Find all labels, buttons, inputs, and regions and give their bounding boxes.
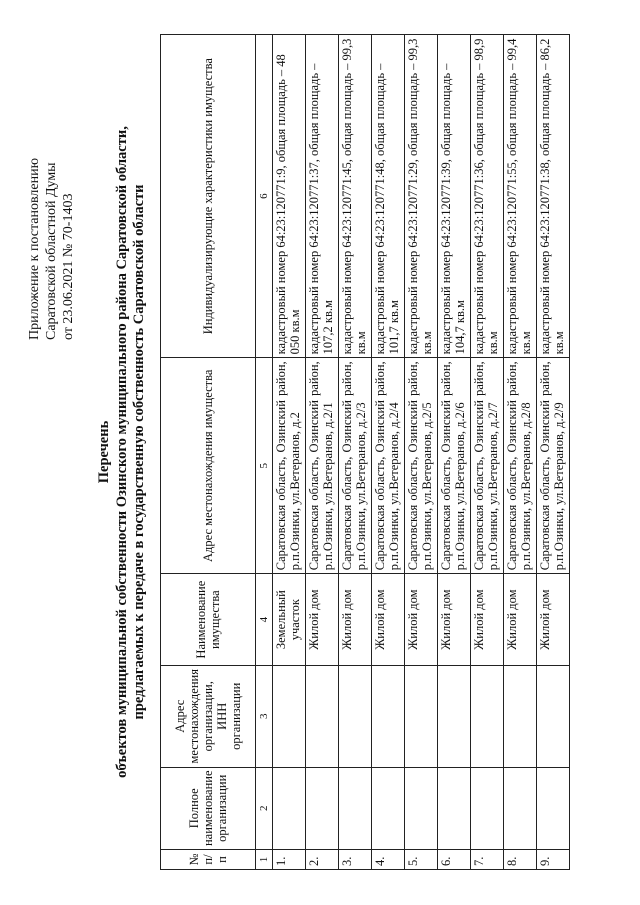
column-number: 5 bbox=[256, 358, 273, 574]
header-property-name: Наименование имущества bbox=[161, 574, 256, 666]
table-body bbox=[273, 35, 570, 870]
property-address-cell: Саратовская область, Озинский район, р.п.Озинки, ул.Ветеранов, д.2/1 bbox=[306, 358, 339, 574]
org-address-cell bbox=[273, 666, 306, 768]
org-address-cell bbox=[405, 666, 438, 768]
org-name-cell bbox=[504, 767, 537, 850]
org-address-cell bbox=[471, 666, 504, 768]
row-number: 7. bbox=[471, 850, 504, 870]
property-address-cell: Саратовская область, Озинский район, р.п.Озинки, ул.Ветеранов, д.2 bbox=[273, 358, 306, 574]
org-name-cell bbox=[471, 767, 504, 850]
property-name-cell: Жилой дом bbox=[405, 574, 438, 666]
org-address-cell bbox=[306, 666, 339, 768]
property-name-cell: Жилой дом bbox=[537, 574, 570, 666]
row-number: 9. bbox=[537, 850, 570, 870]
property-address-cell: Саратовская область, Озинский район, р.п.Озинки, ул.Ветеранов, д.2/7 bbox=[471, 358, 504, 574]
column-number: 1 bbox=[256, 850, 273, 870]
property-address-cell: Саратовская область, Озинский район, р.п.Озинки, ул.Ветеранов, д.2/3 bbox=[339, 358, 372, 574]
org-address-cell bbox=[504, 666, 537, 768]
org-address-cell bbox=[438, 666, 471, 768]
column-number: 4 bbox=[256, 574, 273, 666]
row-number: 6. bbox=[438, 850, 471, 870]
rotated-document-content bbox=[20, 12, 620, 892]
property-characteristics-cell: кадастровый номер 64:23:120771:37, общая площадь – 107,2 кв.м bbox=[306, 35, 339, 358]
property-table bbox=[160, 34, 570, 870]
org-name-cell bbox=[372, 767, 405, 850]
property-characteristics-cell: кадастровый номер 64:23:120771:9, общая площадь – 48 050 кв.м bbox=[273, 35, 306, 358]
header-property-address: Адрес местонахождения имущества bbox=[161, 358, 256, 574]
property-address-cell: Саратовская область, Озинский район, р.п.Озинки, ул.Ветеранов, д.2/8 bbox=[504, 358, 537, 574]
header-property-characteristics: Индивидуализирующие характеристики имущества bbox=[161, 35, 256, 358]
column-number: 6 bbox=[256, 35, 273, 358]
header-number: № п/п bbox=[161, 850, 256, 870]
property-address-cell: Саратовская область, Озинский район, р.п.Озинки, ул.Ветеранов, д.2/9 bbox=[537, 358, 570, 574]
org-name-cell bbox=[306, 767, 339, 850]
table-row bbox=[273, 35, 306, 870]
row-number: 8. bbox=[504, 850, 537, 870]
property-name-cell: Жилой дом bbox=[504, 574, 537, 666]
row-number: 1. bbox=[273, 850, 306, 870]
appendix-note bbox=[26, 40, 77, 340]
property-address-cell: Саратовская область, Озинский район, р.п.Озинки, ул.Ветеранов, д.2/5 bbox=[405, 358, 438, 574]
property-name-cell: Жилой дом bbox=[372, 574, 405, 666]
table-row bbox=[504, 35, 537, 870]
org-address-cell bbox=[339, 666, 372, 768]
property-characteristics-cell: кадастровый номер 64:23:120771:29, общая площадь – 99,3 кв.м bbox=[405, 35, 438, 358]
org-name-cell bbox=[537, 767, 570, 850]
property-name-cell: Жилой дом bbox=[471, 574, 504, 666]
org-address-cell bbox=[372, 666, 405, 768]
table-row bbox=[405, 35, 438, 870]
property-name-cell: Жилой дом bbox=[339, 574, 372, 666]
title-line-1: объектов муниципальной собственности Озинского муниципального района Саратовской области, bbox=[114, 126, 130, 778]
property-name-cell: Жилой дом bbox=[306, 574, 339, 666]
header-org-name: Полное наименование организации bbox=[161, 767, 256, 850]
document-title bbox=[96, 12, 148, 892]
appendix-line-3: от 23.06.2021 № 70-1403 bbox=[61, 193, 76, 340]
property-name-cell: Земельный участок bbox=[273, 574, 306, 666]
property-address-cell: Саратовская область, Озинский район, р.п.Озинки, ул.Ветеранов, д.2/4 bbox=[372, 358, 405, 574]
table-header-row bbox=[161, 35, 256, 870]
row-number: 2. bbox=[306, 850, 339, 870]
property-address-cell: Саратовская область, Озинский район, р.п.Озинки, ул.Ветеранов, д.2/6 bbox=[438, 358, 471, 574]
org-name-cell bbox=[339, 767, 372, 850]
table-row bbox=[471, 35, 504, 870]
appendix-line-1: Приложение к постановлению bbox=[27, 157, 42, 340]
title-heading: Перечень bbox=[96, 420, 112, 484]
org-name-cell bbox=[438, 767, 471, 850]
property-characteristics-cell: кадастровый номер 64:23:120771:55, общая площадь – 99,4 кв.м bbox=[504, 35, 537, 358]
table-row bbox=[306, 35, 339, 870]
header-org-address: Адрес местонахождения организации, ИНН организации bbox=[161, 666, 256, 768]
column-number: 2 bbox=[256, 767, 273, 850]
property-characteristics-cell: кадастровый номер 64:23:120771:48, общая площадь – 101,7 кв.м bbox=[372, 35, 405, 358]
table-row bbox=[438, 35, 471, 870]
property-characteristics-cell: кадастровый номер 64:23:120771:36, общая площадь – 98,9 кв.м bbox=[471, 35, 504, 358]
row-number: 3. bbox=[339, 850, 372, 870]
property-characteristics-cell: кадастровый номер 64:23:120771:39, общая площадь – 104,7 кв.м bbox=[438, 35, 471, 358]
table-row bbox=[339, 35, 372, 870]
property-characteristics-cell: кадастровый номер 64:23:120771:45, общая площадь – 99,3 кв.м bbox=[339, 35, 372, 358]
table-row bbox=[537, 35, 570, 870]
row-number: 4. bbox=[372, 850, 405, 870]
property-name-cell: Жилой дом bbox=[438, 574, 471, 666]
appendix-line-2: Саратовской областной Думы bbox=[44, 162, 59, 340]
title-line-2: предлагаемых к передаче в государственную собственность Саратовской области bbox=[131, 184, 147, 720]
table-row bbox=[372, 35, 405, 870]
org-name-cell bbox=[405, 767, 438, 850]
org-name-cell bbox=[273, 767, 306, 850]
row-number: 5. bbox=[405, 850, 438, 870]
column-number-row bbox=[256, 35, 273, 870]
column-number: 3 bbox=[256, 666, 273, 768]
property-characteristics-cell: кадастровый номер 64:23:120771:38, общая площадь – 86,2 кв.м bbox=[537, 35, 570, 358]
org-address-cell bbox=[537, 666, 570, 768]
